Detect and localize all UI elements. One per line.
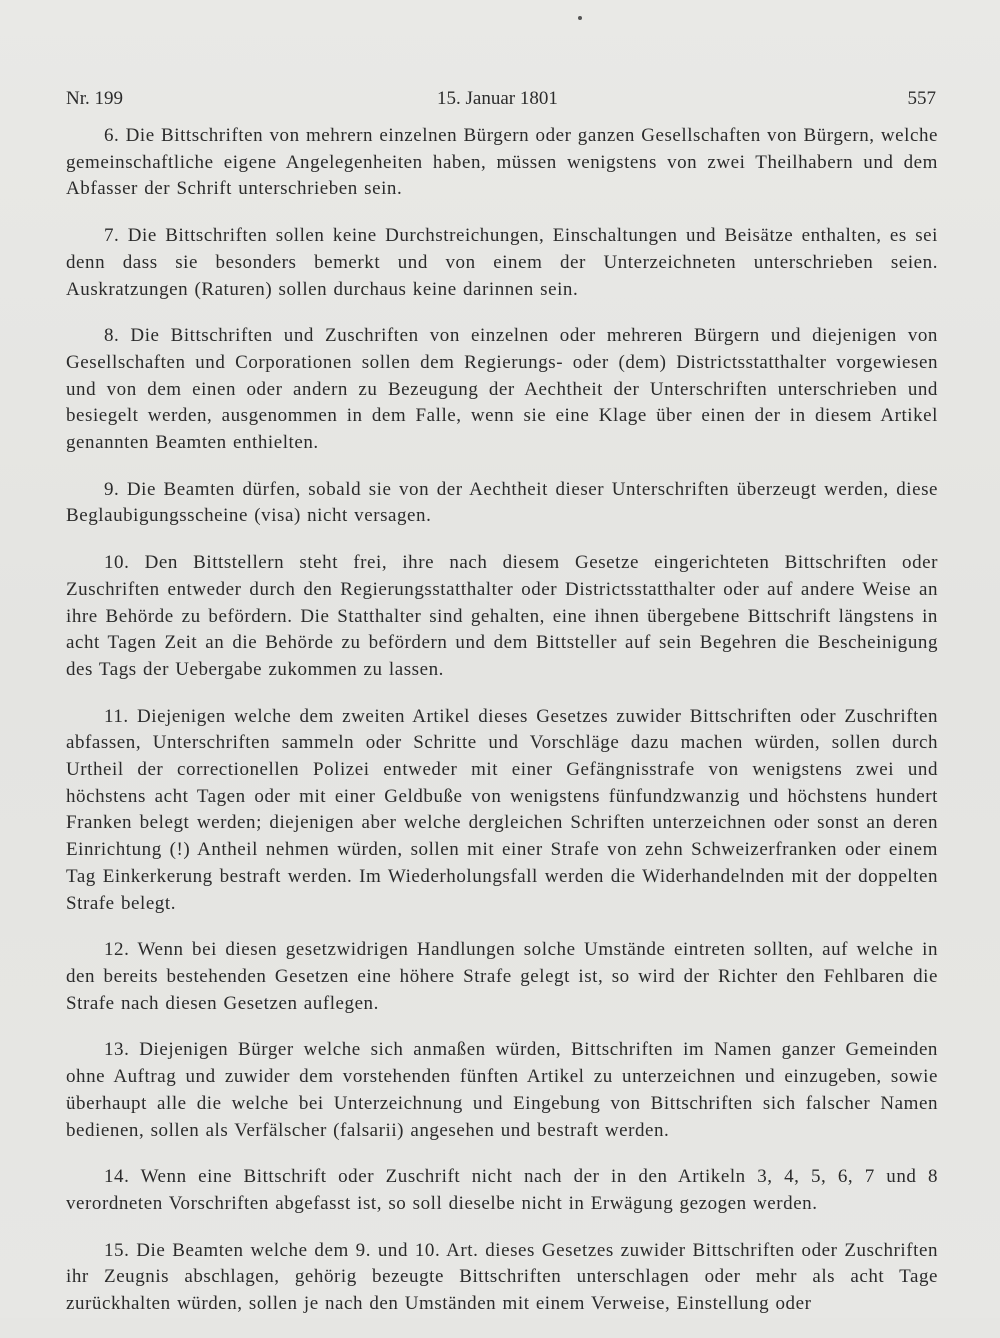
article-6: 6. Die Bittschriften von mehrern einzelnen Bürgern oder ganzen Gesellschaften von Bürgern, welche gemeinschaftliche eigene Angelegenheiten haben, müssen wenigstens von zwei Theilhabern und dem Abfasser der Schrift unterschrieben sein. — [66, 125, 938, 200]
page-number: 557 — [907, 88, 936, 109]
document-date: 15. Januar 1801 — [437, 88, 558, 109]
article-13: 13. Diejenigen Bürger welche sich anmaßen würden, Bittschriften im Namen ganzer Gemeinden ohne Auftrag und zuwider dem vorstehenden fünften Artikel zu unterzeichnen und einzugeben, sowie überhaupt alle die welche bei Unterzeichnung und Eingebung von Bittschriften sich falscher Namen bedienen, sollen als Verfälscher (falsarii) angesehen und bestraft werden. — [66, 1039, 938, 1141]
article-14: 14. Wenn eine Bittschrift oder Zuschrift nicht nach der in den Artikeln 3, 4, 5, 6, 7 und 8 verordneten Vorschriften abgefasst ist, so soll dieselbe nicht in Erwägung gezogen werden. — [66, 1166, 938, 1214]
document-number: Nr. 199 — [66, 88, 123, 109]
page-header — [66, 88, 936, 114]
article-10: 10. Den Bittstellern steht frei, ihre nach diesem Gesetze eingerichteten Bittschriften oder Zuschriften entweder durch den Regierungsstatthalter oder Districtsstatthalter oder auf andere Weise an ihre Behörde zu befördern. Die Statthalter sind gehalten, eine ihnen übergebene Bittschrift längstens in acht Tagen Zeit an die Behörde zu befördern und dem Bittsteller auf sein Begehren die Bescheinigung des Tags der Uebergabe zukommen zu lassen. — [66, 552, 938, 680]
article-15: 15. Die Beamten welche dem 9. und 10. Art. dieses Gesetzes zuwider Bittschriften oder Zuschriften ihr Zeugnis abschlagen, gehörig bezeugte Bittschriften unterschlagen oder mehr als acht Tage zurückhalten würden, sollen je nach den Umständen mit einem Verweise, Einstellung oder — [66, 1239, 938, 1315]
article-12: 12. Wenn bei diesen gesetzwidrigen Handlungen solche Umstände eintreten sollten, auf welche in den bereits bestehenden Gesetzen eine höhere Strafe gelegt ist, so wird der Richter den Fehlbaren die Strafe nach diesen Gesetzen auflegen. — [66, 939, 938, 1014]
scan-speck — [578, 16, 582, 20]
article-8: 8. Die Bittschriften und Zuschriften von einzelnen oder mehreren Bürgern und diejenigen von Gesellschaften und Corporationen sollen dem Regierungs- oder (dem) Districtsstatthalter vorgewiesen und von dem einen oder andern zu Bezeugung der Aechtheit der Unterschriften unterschrieben und besiegelt werden, ausgenommen in dem Falle, wenn sie eine Klage über einen der in diesem Artikel genannten Beamten enthielten. — [66, 325, 938, 454]
article-9: 9. Die Beamten dürfen, sobald sie von der Aechtheit dieser Unterschriften überzeugt werden, diese Beglaubigungsscheine (visa) nicht versagen. — [66, 478, 938, 527]
article-7: 7. Die Bittschriften sollen keine Durchstreichungen, Einschaltungen und Beisätze enthalten, es sei denn dass sie besonders bemerkt und von einem der Unterzeichneten unterschrieben seien. Auskratzungen (Raturen) sollen durchaus keine darinnen sein. — [66, 225, 938, 300]
document-body — [66, 123, 938, 1338]
article-11: 11. Diejenigen welche dem zweiten Artikel dieses Gesetzes zuwider Bittschriften oder Zuschriften abfassen, Unterschriften sammeln oder Schritte und Vorschläge dazu machen würden, sollen durch Urtheil der correctionellen Polizei entweder mit einer Gefängnisstrafe von wenigstens zwei und höchstens acht Tagen oder mit einer Geldbuße von wenigstens fünfundzwanzig und höchstens hundert Franken belegt werden; diejenigen aber welche dergleichen Schriften unterzeichnen oder sonst an deren Einrichtung (!) Antheil nehmen würden, sollen mit einer Strafe von zehn Schweizerfranken oder einem Tag Einkerkerung bestraft werden. Im Wiederholungsfall werden die Widerhandelnden mit der doppelten Strafe belegt. — [66, 705, 938, 914]
